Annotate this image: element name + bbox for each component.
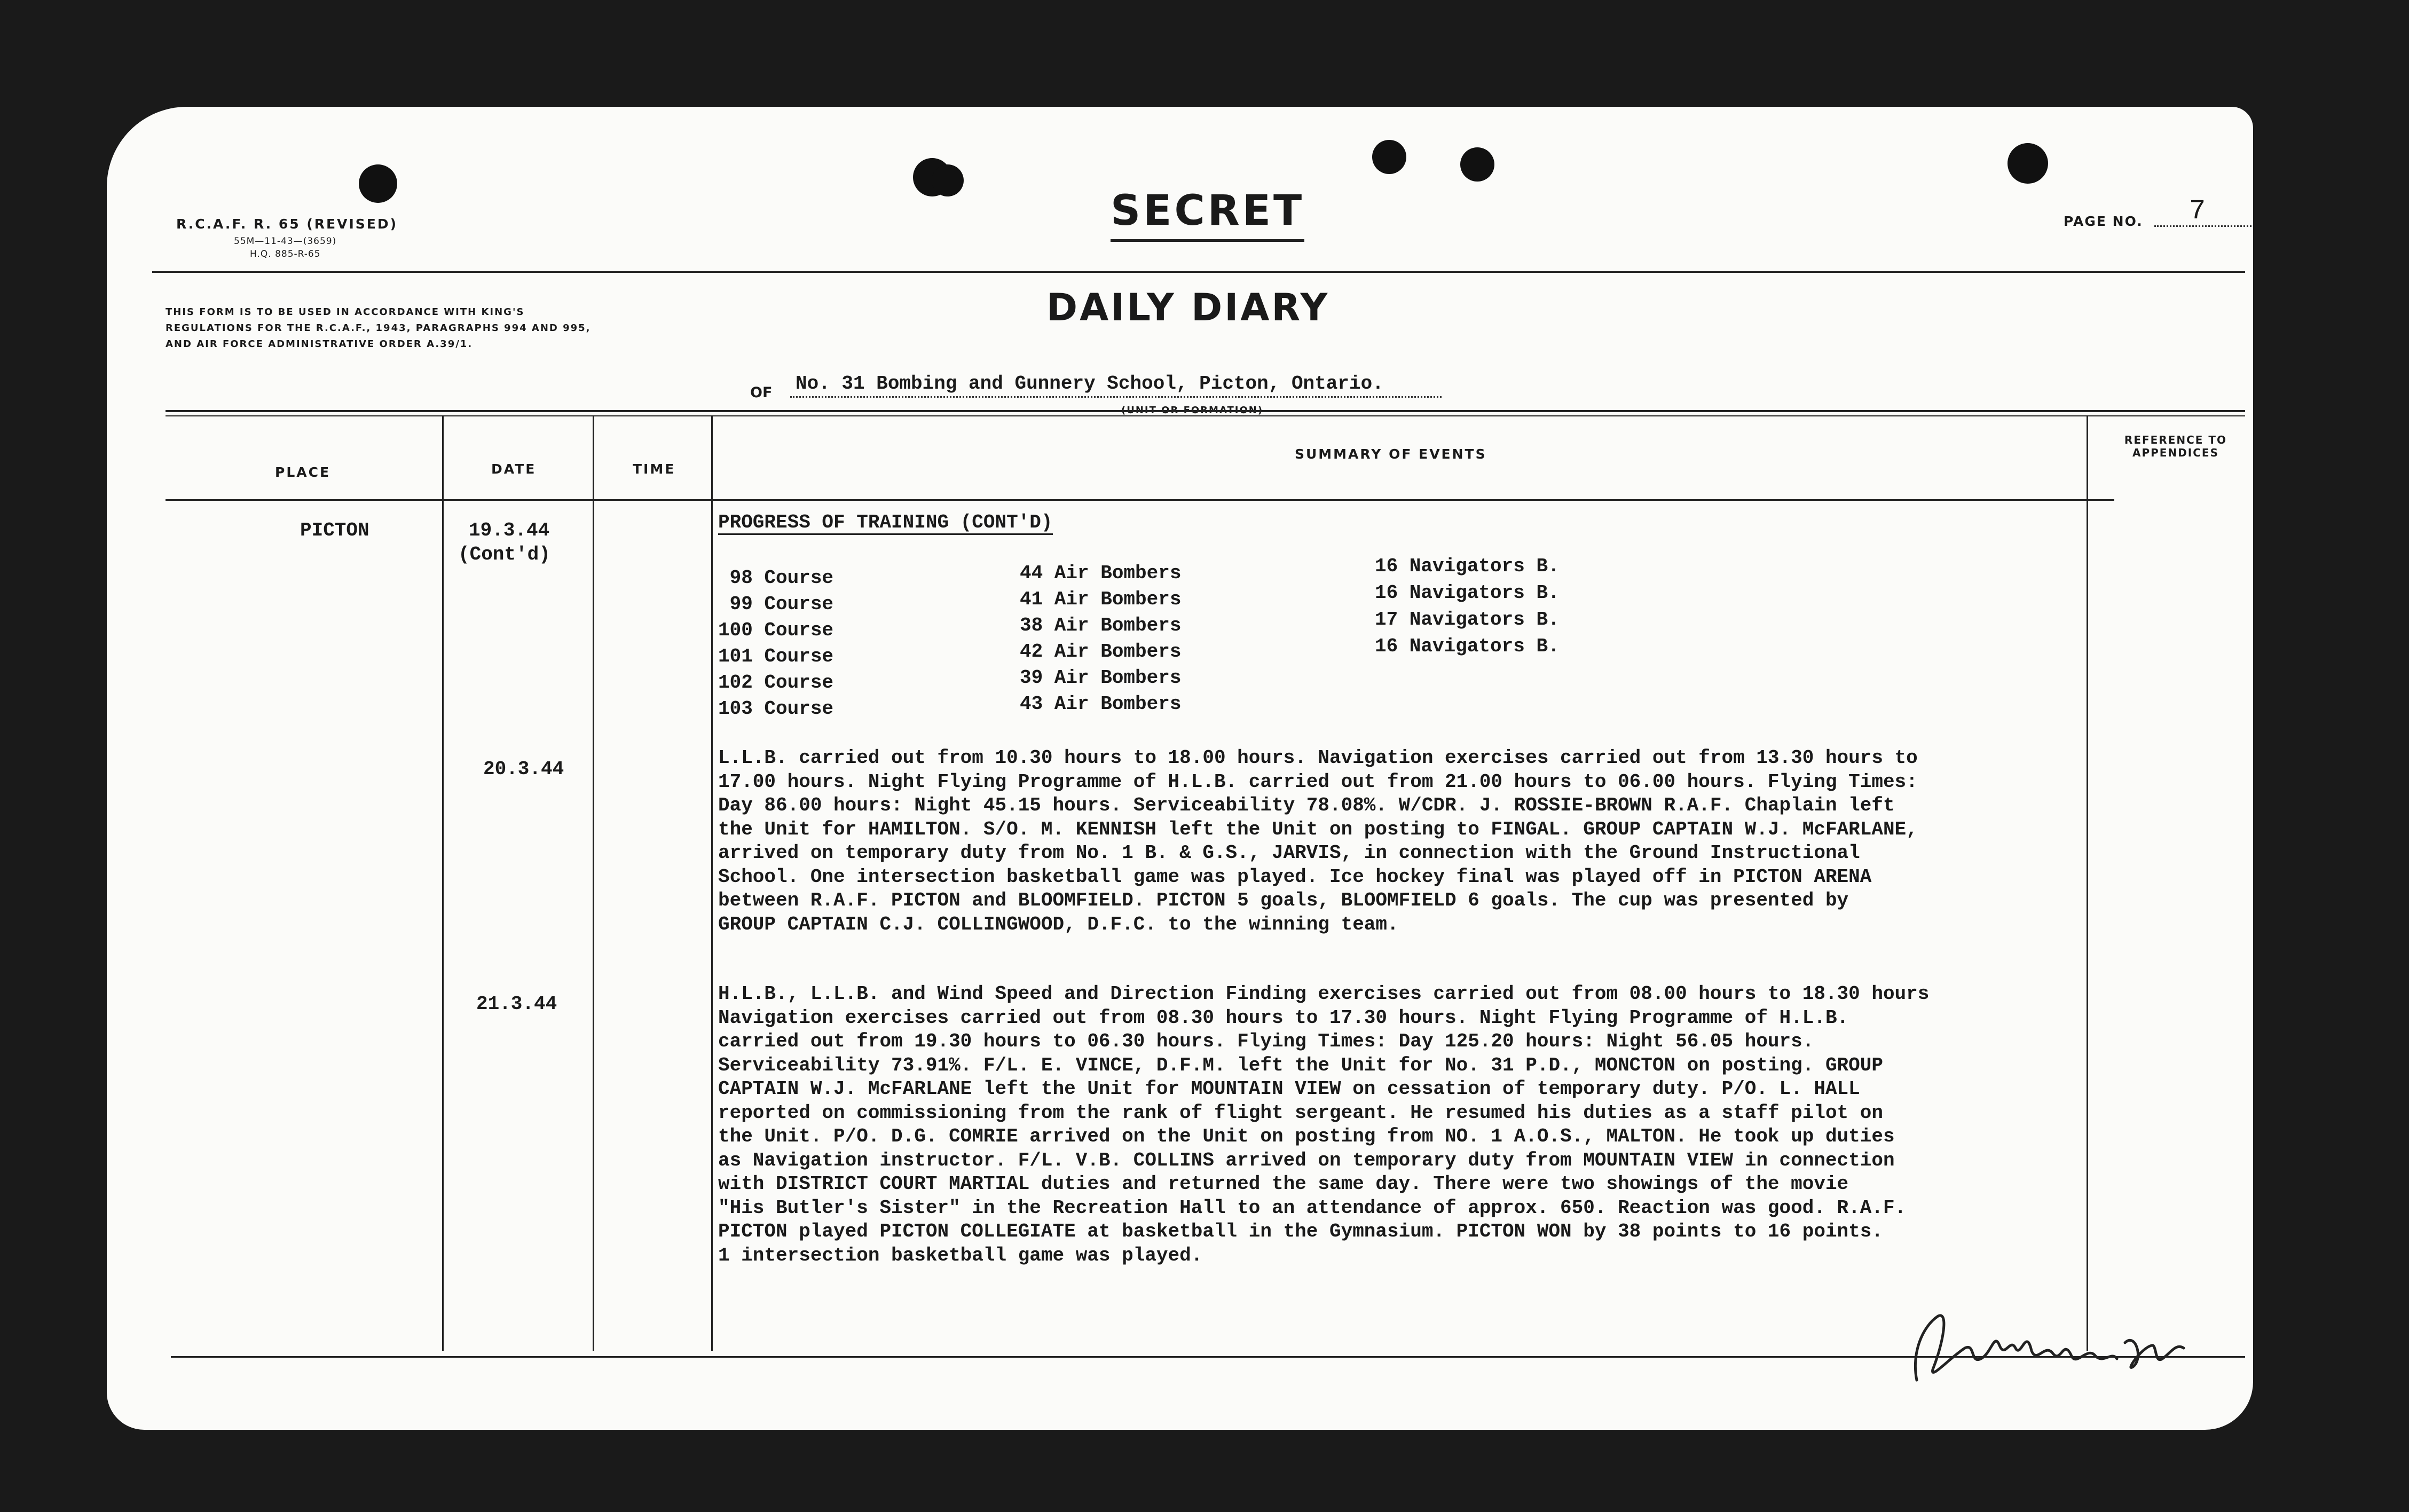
bombers-count: 42 Air Bombers [1020, 641, 1182, 663]
unit-line [790, 396, 1442, 398]
header-rule [152, 271, 2245, 273]
punch-hole [2007, 143, 2048, 184]
summary-line: "His Butler's Sister" in the Recreation Hall to an attendance of approx. 650. Reaction was good. R.A.F. [718, 1196, 1907, 1219]
summary-line: GROUP CAPTAIN C.J. COLLINGWOOD, D.F.C. to the winning team. [718, 913, 1399, 935]
summary-line: the Unit. P/O. D.G. COMRIE arrived on the Unit on posting from NO. 1 A.O.S., MALTON. He took up duties [718, 1125, 1895, 1147]
column-divider [442, 416, 444, 1351]
entry-date-note: (Cont'd) [458, 544, 550, 565]
summary-line: PICTON played PICTON COLLEGIATE at basketball in the Gymnasium. PICTON WON by 38 points to 16 points. [718, 1220, 1883, 1242]
summary-line: Navigation exercises carried out from 08.30 hours to 17.30 hours. Night Flying Programme of H.L.B. [718, 1006, 1849, 1029]
summary-line: CAPTAIN W.J. McFARLANE left the Unit for MOUNTAIN VIEW on cessation of temporary duty. P/O. L. HALL [718, 1078, 1860, 1100]
diary-sheet [107, 107, 2253, 1430]
bombers-count: 43 Air Bombers [1020, 693, 1182, 715]
summary-line: arrived on temporary duty from No. 1 B. & G.S., JARVIS, in connection with the Ground Instructional [718, 842, 1860, 864]
table-header-rule [166, 499, 2114, 501]
course-label: 99 Course [718, 593, 834, 615]
summary-line: H.L.B., L.L.B. and Wind Speed and Direction Finding exercises carried out from 08.00 hours to 18.30 hours [718, 983, 1930, 1005]
column-header-place: PLACE [275, 464, 331, 480]
entry-date: 21.3.44 [476, 993, 557, 1015]
table-top-rule [166, 415, 2245, 416]
form-subcode: 55M—11-43—(3659) [234, 236, 337, 247]
column-header-time: TIME [633, 461, 676, 477]
summary-line: with DISTRICT COURT MARTIAL duties and returned the same day. There were two showings of the movie [718, 1173, 1849, 1195]
summary-line: between R.A.F. PICTON and BLOOMFIELD. PICTON 5 goals, BLOOMFIELD 6 goals. The cup was presented by [718, 889, 1849, 911]
bombers-count: 39 Air Bombers [1020, 667, 1182, 689]
column-header-reference: REFERENCE TO APPENDICES [2124, 434, 2227, 459]
punch-hole [359, 164, 397, 203]
summary-line: 1 intersection basketball game was played. [718, 1244, 1203, 1266]
punch-hole [1460, 147, 1494, 182]
course-label: 102 Course [718, 672, 834, 694]
form-subcode: H.Q. 885-R-65 [250, 249, 321, 259]
column-header-summary: SUMMARY OF EVENTS [1295, 446, 1487, 462]
entry-date: 20.3.44 [483, 758, 564, 780]
summary-line: L.L.B. carried out from 10.30 hours to 18.00 hours. Navigation exercises carried out from 13.30 hours to [718, 747, 1918, 769]
summary-line: Day 86.00 hours: Night 45.15 hours. Serviceability 78.08%. W/CDR. J. ROSSIE-BROWN R.A.F. Chaplain left [718, 794, 1895, 816]
bombers-count: 44 Air Bombers [1020, 562, 1182, 584]
summary-line: carried out from 19.30 hours to 06.30 hours. Flying Times: Day 125.20 hours: Night 56.05 hours. [718, 1030, 1814, 1052]
bombers-count: 41 Air Bombers [1020, 588, 1182, 610]
course-label: 100 Course [718, 619, 834, 641]
event-summary [718, 746, 1918, 936]
course-label: 98 Course [718, 567, 834, 589]
summary-line: 17.00 hours. Night Flying Programme of H.L.B. carried out from 21.00 hours to 06.00 hours. Flying Times: [718, 770, 1918, 793]
page-number: 7 [2189, 195, 2206, 227]
summary-line: School. One intersection basketball game was played. Ice hockey final was played off in PICTON ARENA [718, 865, 1872, 888]
column-header-date: DATE [491, 461, 537, 477]
navigators-count: 17 Navigators B. [1375, 609, 1560, 631]
page-title: DAILY DIARY [1046, 286, 1330, 329]
navigators-count: 16 Navigators B. [1375, 635, 1560, 657]
course-label: 103 Course [718, 698, 834, 720]
event-summary [718, 982, 1929, 1267]
summary-line: reported on commissioning from the rank of flight sergeant. He resumed his duties as a staff pilot on [718, 1101, 1883, 1124]
form-code: R.C.A.F. R. 65 (REVISED) [176, 216, 398, 232]
column-divider [593, 416, 594, 1351]
entry-place: PICTON [300, 519, 369, 541]
column-divider [2087, 416, 2088, 1351]
summary-line: Serviceability 73.91%. F/L. E. VINCE, D.F.M. left the Unit for No. 31 P.D., MONCTON on posting. GROUP [718, 1054, 1883, 1076]
page-label: PAGE NO. [2064, 214, 2143, 229]
classification-heading: SECRET [1111, 187, 1304, 242]
form-notice: THIS FORM IS TO BE USED IN ACCORDANCE WITH KING'S REGULATIONS FOR THE R.C.A.F., 1943, PARAGRAPHS 994 AND 995, AND AIR FORCE ADMINISTRATIVE ORDER A.39/1. [166, 306, 591, 350]
bombers-count: 38 Air Bombers [1020, 615, 1182, 636]
column-divider [711, 416, 713, 1351]
punch-hole [1372, 140, 1406, 174]
section-heading: PROGRESS OF TRAINING (CONT'D) [718, 511, 1053, 535]
entry-date: 19.3.44 [469, 519, 550, 541]
signature [1901, 1295, 2200, 1396]
unit-name: No. 31 Bombing and Gunnery School, Picton, Ontario. [796, 373, 1384, 395]
summary-line: the Unit for HAMILTON. S/O. M. KENNISH left the Unit on posting to FINGAL. GROUP CAPTAIN W.J. McFARLANE, [718, 818, 1918, 840]
navigators-count: 16 Navigators B. [1375, 582, 1560, 604]
summary-line: as Navigation instructor. F/L. V.B. COLLINS arrived on temporary duty from MOUNTAIN VIEW in connection [718, 1149, 1895, 1171]
table-top-rule [166, 410, 2245, 412]
navigators-count: 16 Navigators B. [1375, 555, 1560, 577]
course-label: 101 Course [718, 645, 834, 667]
punch-hole [932, 164, 964, 196]
of-label: OF [750, 384, 773, 401]
